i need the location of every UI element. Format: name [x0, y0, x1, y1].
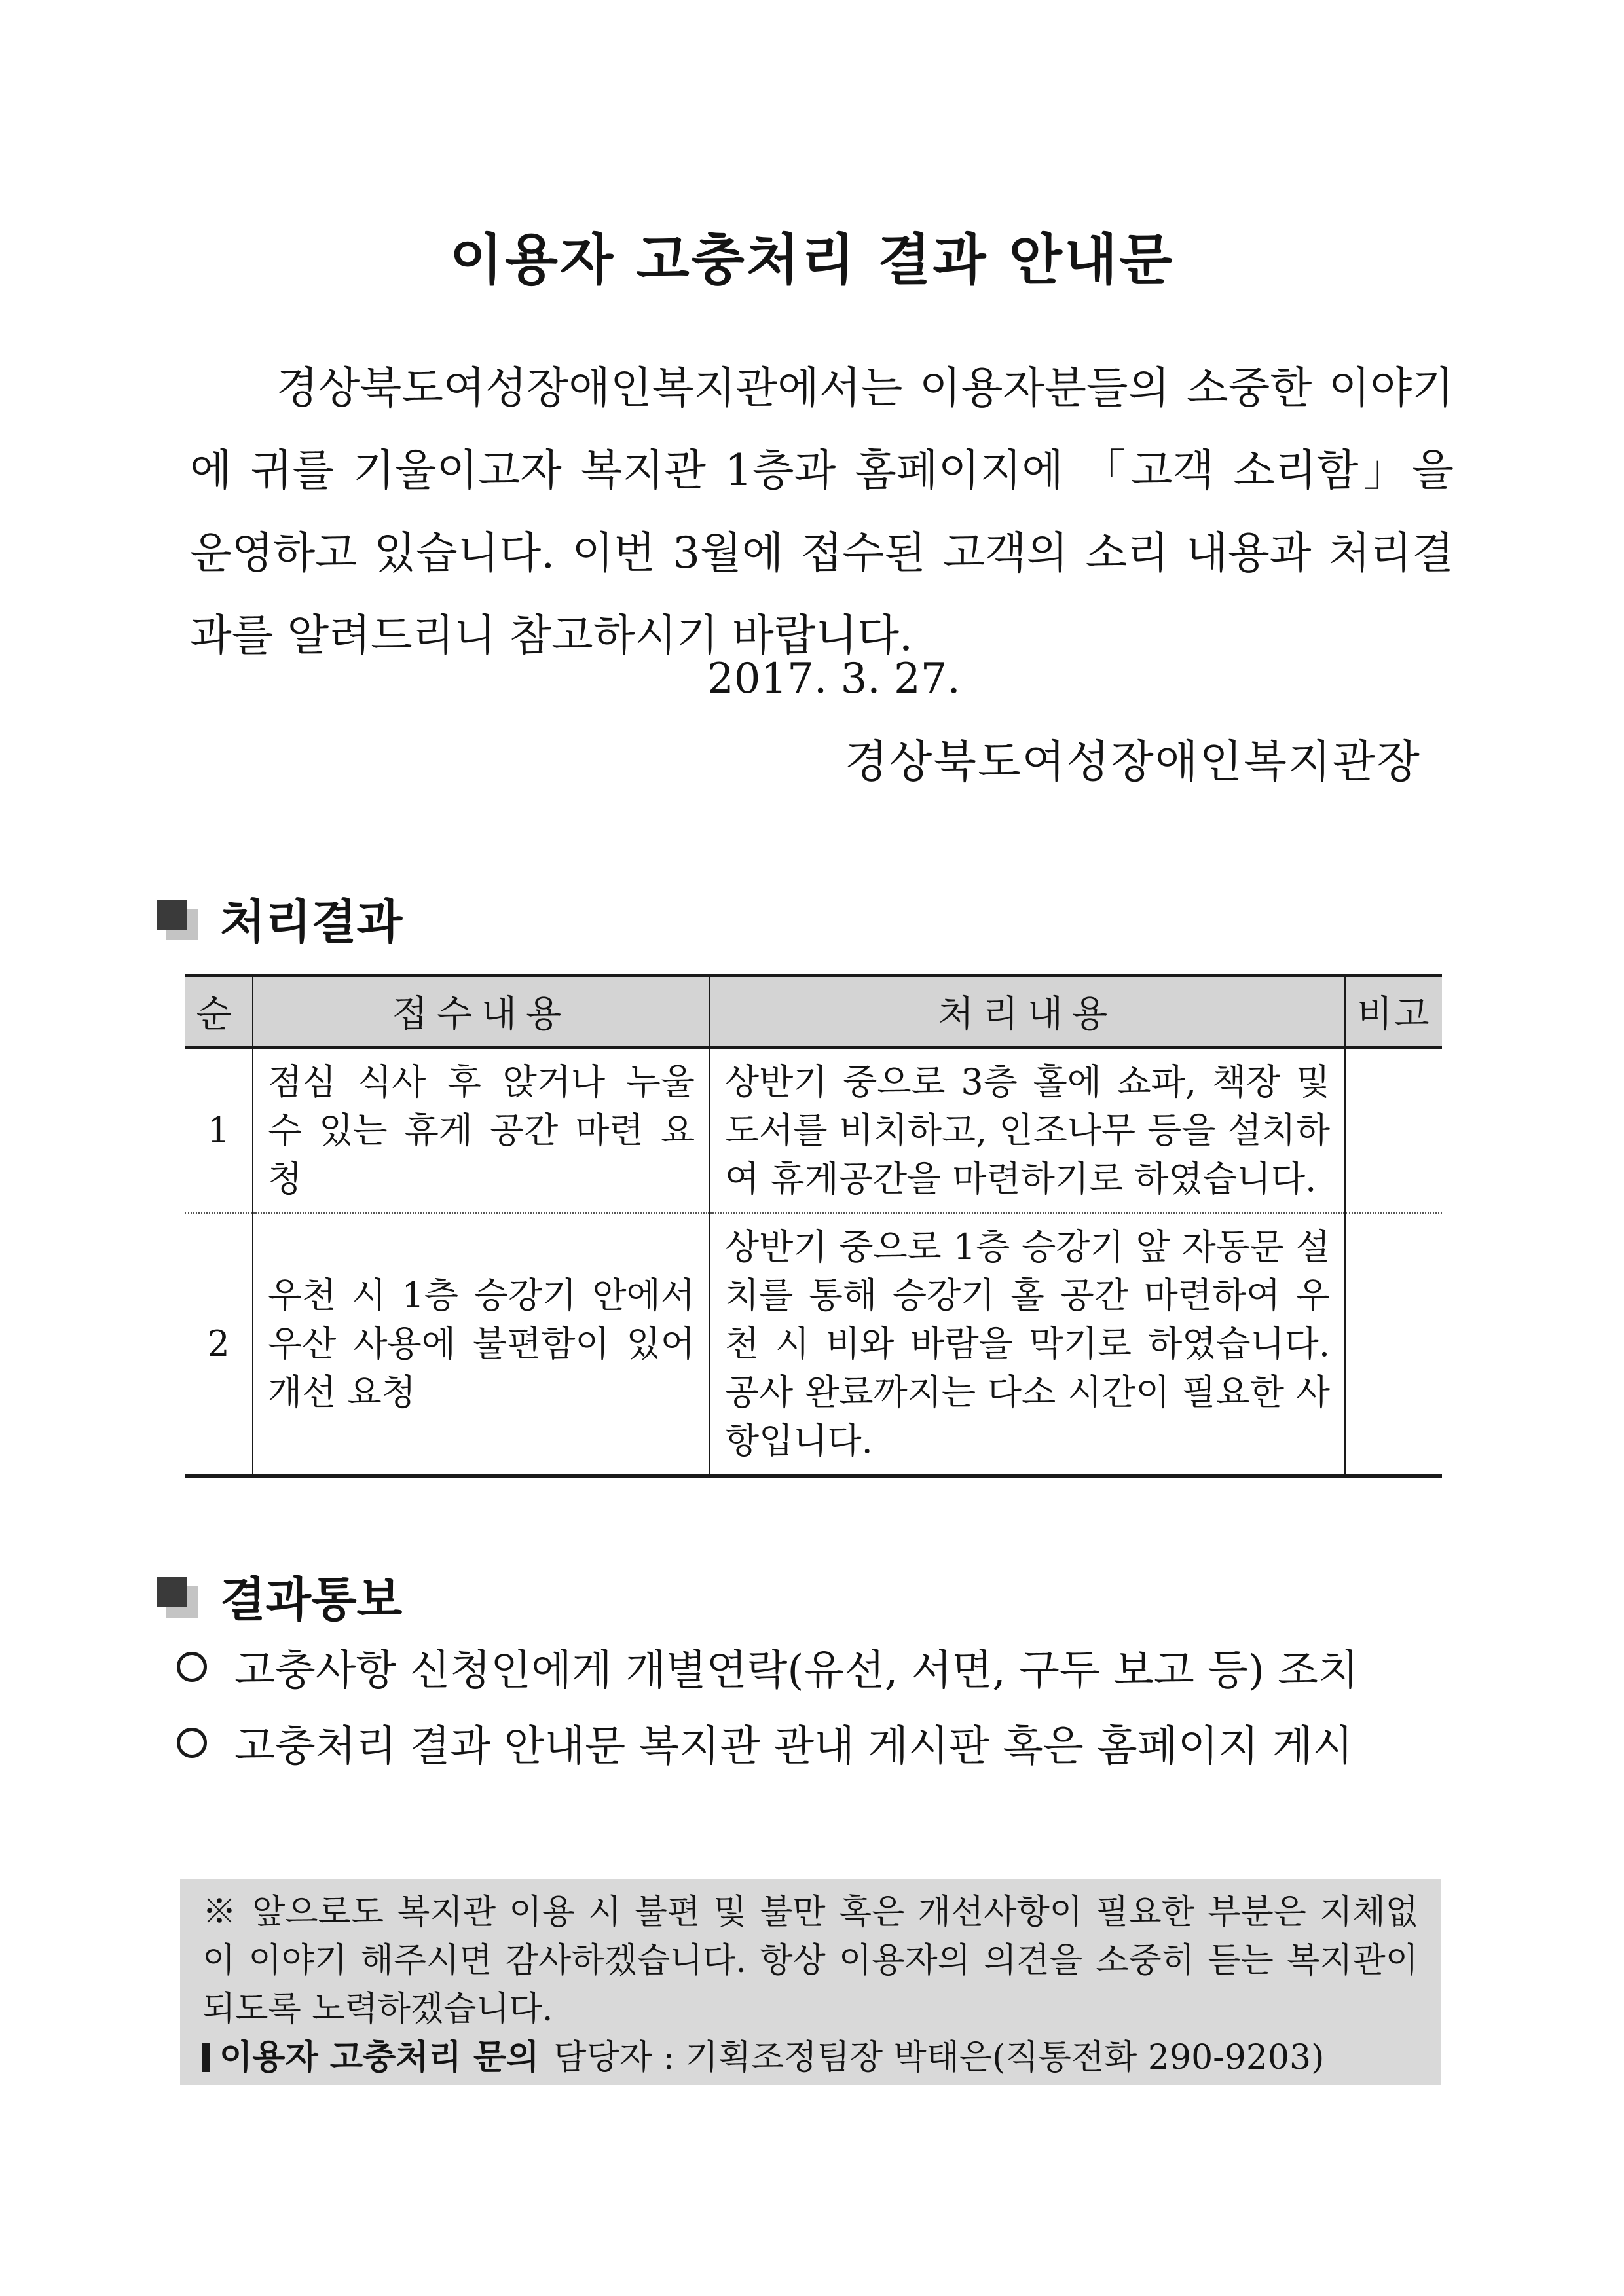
- section-square-icon: [157, 900, 194, 936]
- notice-date: 2017. 3. 27.: [707, 655, 961, 703]
- signer-name: 경상북도여성장애인복지관장: [845, 737, 1421, 788]
- notice-box: [180, 1879, 1441, 2085]
- header-processed: 처리내용: [710, 975, 1345, 1048]
- row-processed: 상반기 중으로 3층 홀에 쇼파, 책장 및 도서를 비치하고, 인조나무 등을 설치하여 휴게공간을 마련하기로 하였습니다.: [710, 1048, 1345, 1213]
- list-item: [177, 1629, 1454, 1705]
- section-heading-notification: [157, 1561, 402, 1630]
- list-item: [177, 1705, 1454, 1781]
- section-square-icon: [157, 1577, 194, 1614]
- notice-text: ※ 앞으로도 복지관 이용 시 불편 및 불만 혹은 개선사항이 필요한 부분은 지체없이 이야기 해주시면 감사하겠습니다. 항상 이용자의 의견을 소중히 듣는 복지관이 되도록 노력하겠습니다.: [202, 1893, 1418, 2029]
- row-processed: 상반기 중으로 1층 승강기 앞 자동문 설치를 통해 승강기 홀 공간 마련하여 우천 시 비와 바람을 막기로 하였습니다. 공사 완료까지는 다소 시간이 필요한 사항입니다.: [710, 1213, 1345, 1476]
- notification-list: [177, 1629, 1454, 1781]
- section-heading-results: [157, 884, 402, 952]
- row-received: 우천 시 1층 승강기 안에서 우산 사용에 불편함이 있어 개선 요청: [253, 1213, 710, 1476]
- header-num: 순: [185, 975, 253, 1048]
- table-header-row: [185, 975, 1442, 1048]
- bar-marker-icon: [202, 2043, 210, 2072]
- list-item-text: 고충사항 신청인에게 개별연락(유선, 서면, 구두 보고 등) 조치: [234, 1647, 1359, 1695]
- row-num: 1: [185, 1048, 253, 1213]
- row-received: 점심 식사 후 앉거나 누울 수 있는 휴게 공간 마련 요청: [253, 1048, 710, 1213]
- intro-text: 경상북도여성장애인복지관에서는 이용자분들의 소중한 이야기에 귀를 기울이고자 복지관 1층과 홈페이지에 「고객 소리함」을 운영하고 있습니다. 이번 3월에 접수된 고객의 소리 내용과 처리결과를 알려드리니 참고하시기 바랍니다.: [190, 363, 1454, 661]
- table-row: [185, 1048, 1442, 1213]
- circle-bullet-icon: [177, 1652, 207, 1682]
- section-heading-label: 처리결과: [220, 894, 403, 949]
- intro-paragraph: [190, 347, 1454, 677]
- header-note: 비고: [1345, 975, 1442, 1048]
- contact-line: [202, 2033, 1418, 2082]
- table-row: [185, 1213, 1442, 1476]
- contact-label: 이용자 고충처리 문의: [219, 2038, 540, 2077]
- circle-bullet-icon: [177, 1728, 207, 1758]
- row-note: [1345, 1048, 1442, 1213]
- header-received: 접수내용: [253, 975, 710, 1048]
- row-note: [1345, 1213, 1442, 1476]
- list-item-text: 고충처리 결과 안내문 복지관 관내 게시판 혹은 홈페이지 게시: [234, 1722, 1354, 1771]
- results-table: [185, 974, 1442, 1478]
- contact-value: 담당자 : 기획조정팀장 박태은(직통전화 290-9203): [553, 2038, 1325, 2077]
- section-heading-label: 결과통보: [220, 1572, 403, 1627]
- row-num: 2: [207, 1323, 230, 1364]
- document-title: 이용자 고충처리 결과 안내문: [449, 228, 1175, 292]
